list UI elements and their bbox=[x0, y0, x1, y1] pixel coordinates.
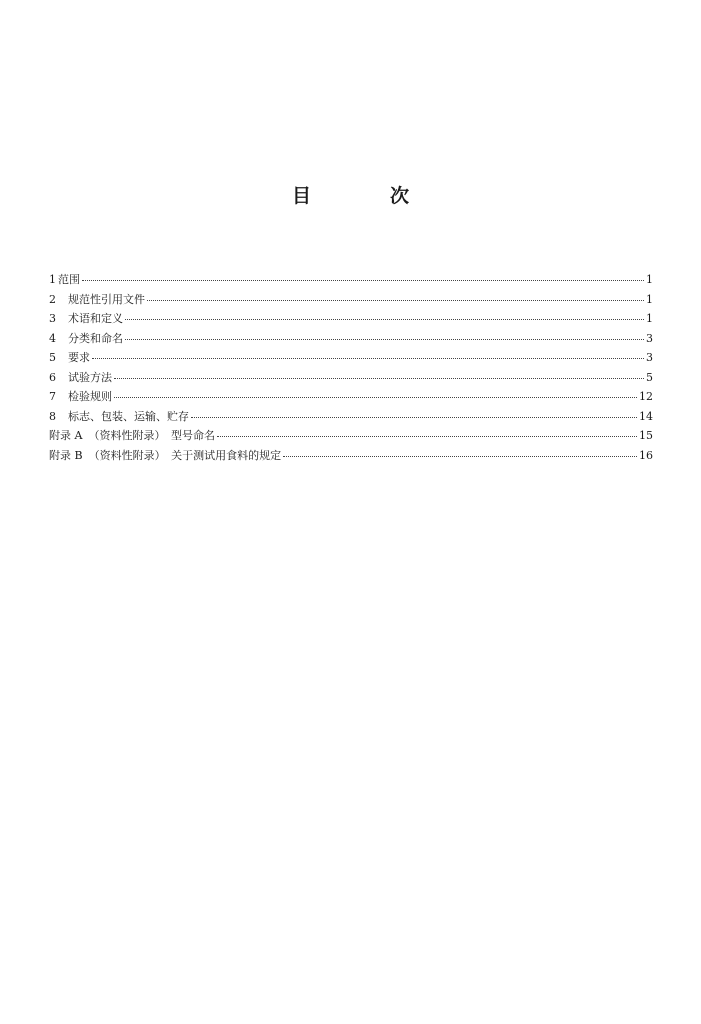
toc-entry-page: 1 bbox=[646, 312, 653, 325]
toc-title: 目 次 bbox=[291, 185, 439, 207]
toc-entry-page: 5 bbox=[646, 370, 653, 384]
toc-entry-number: 4 bbox=[49, 331, 56, 345]
toc-entry-page: 1 bbox=[646, 273, 653, 286]
toc-entry-page: 1 bbox=[646, 292, 653, 306]
toc-entry-label: 规范性引用文件 bbox=[68, 292, 145, 306]
toc-entry-page: 12 bbox=[639, 390, 653, 403]
toc-leader-dots bbox=[191, 405, 637, 418]
toc-entry-number: 附录 A bbox=[49, 429, 83, 442]
toc-leader-dots bbox=[147, 288, 644, 301]
toc-entry-page: 3 bbox=[646, 351, 653, 364]
toc-entry-number: 1 bbox=[49, 273, 56, 286]
toc-entry-page: 16 bbox=[639, 448, 653, 462]
toc-list bbox=[49, 270, 653, 465]
toc-entry-appendix[interactable] bbox=[49, 446, 653, 466]
toc-entry-number: 5 bbox=[49, 351, 56, 364]
toc-entry-label: 范围 bbox=[58, 273, 80, 286]
toc-leader-dots bbox=[92, 346, 644, 359]
toc-entry-number: 2 bbox=[49, 292, 56, 306]
toc-entry-label: （资料性附录） 型号命名 bbox=[88, 429, 215, 442]
toc-entry-label: 分类和命名 bbox=[68, 331, 123, 345]
toc-entry-label: （资料性附录） 关于测试用食料的规定 bbox=[88, 448, 282, 462]
toc-entry-number: 3 bbox=[49, 312, 56, 325]
toc-entry-page: 15 bbox=[639, 429, 653, 442]
toc-entry-number: 6 bbox=[49, 370, 56, 384]
toc-entry-number: 8 bbox=[49, 409, 56, 423]
toc-leader-dots bbox=[125, 327, 644, 340]
toc-entry-label: 术语和定义 bbox=[68, 312, 123, 325]
toc-entry-page: 14 bbox=[639, 409, 653, 423]
toc-entry-number: 7 bbox=[49, 390, 56, 403]
toc-leader-dots bbox=[114, 366, 644, 379]
toc-entry-label: 标志、包装、运输、贮存 bbox=[68, 409, 189, 423]
toc-leader-dots bbox=[283, 444, 637, 457]
toc-entry-label: 检验规则 bbox=[68, 390, 112, 403]
toc-leader-dots bbox=[125, 307, 644, 320]
toc-entry-number: 附录 B bbox=[49, 448, 83, 462]
toc-entry-page: 3 bbox=[646, 331, 653, 345]
toc-leader-dots bbox=[82, 268, 644, 281]
toc-entry-label: 试验方法 bbox=[68, 370, 112, 384]
toc-entry-label: 要求 bbox=[68, 351, 90, 364]
toc-leader-dots bbox=[217, 424, 637, 437]
toc-leader-dots bbox=[114, 385, 637, 398]
